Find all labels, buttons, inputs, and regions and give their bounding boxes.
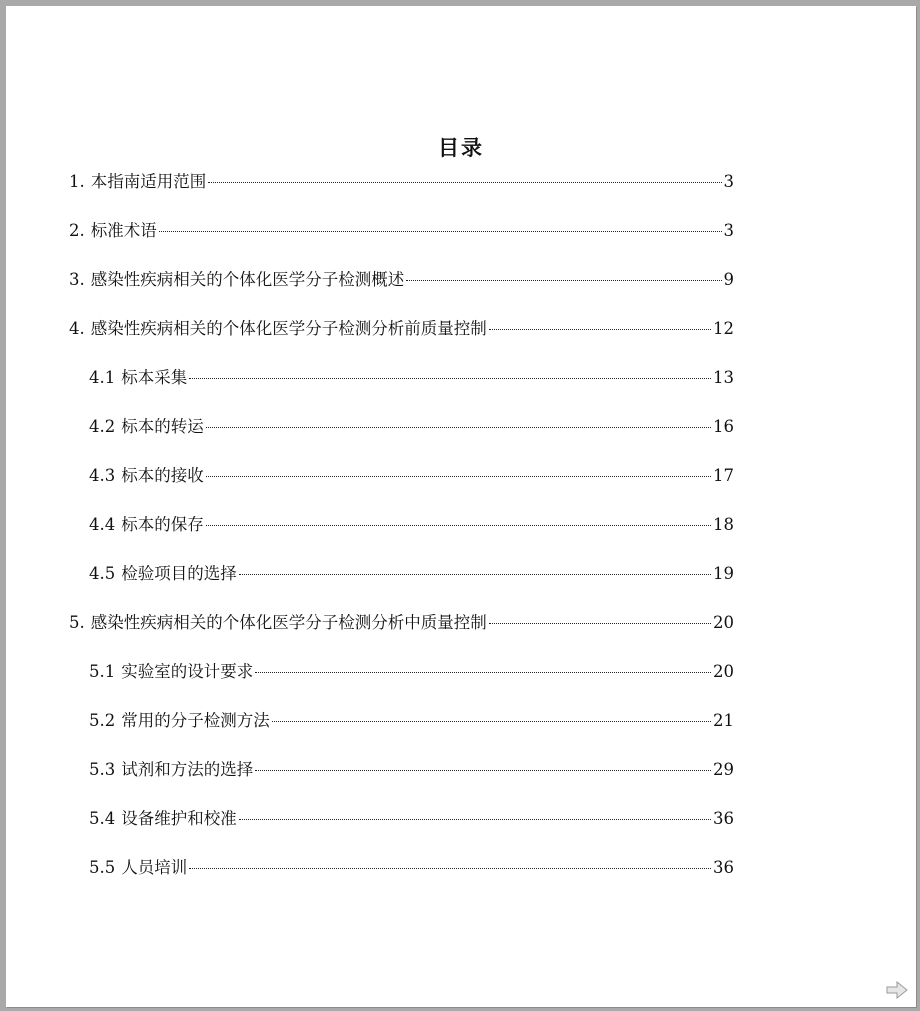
toc-entry-label (89, 465, 204, 487)
toc-entry-number: 4. (69, 319, 85, 338)
toc-entry-number: 1. (69, 172, 85, 191)
toc-entry-number: 5.5 (89, 858, 116, 877)
toc-entry-text: 检验项目的选择 (121, 564, 237, 583)
toc-entry[interactable] (69, 710, 734, 759)
toc-entry-text: 标本的转运 (121, 417, 204, 436)
toc-entry-text: 本指南适用范围 (90, 172, 207, 191)
toc-dot-leader (189, 378, 711, 379)
toc-entry-text: 实验室的设计要求 (121, 662, 254, 681)
toc-entry-label (69, 269, 404, 291)
toc-entry-label (89, 759, 253, 781)
toc-dot-leader (406, 280, 721, 281)
toc-dot-leader (206, 427, 711, 428)
toc-entry-number: 5.4 (89, 809, 116, 828)
toc-dot-leader (206, 525, 711, 526)
toc-entry-page-number: 3 (723, 172, 734, 191)
toc-entry-number: 4.5 (89, 564, 116, 583)
toc-entry-label (69, 171, 206, 193)
toc-entry-number: 5. (69, 613, 85, 632)
toc-entry-page-number: 20 (713, 662, 734, 681)
toc-entry-label (89, 808, 237, 830)
toc-entry[interactable] (69, 759, 734, 808)
toc-entry-text: 标本采集 (121, 368, 188, 387)
toc-entry-text: 人员培训 (121, 858, 188, 877)
toc-entry-page-number: 29 (713, 760, 734, 779)
arrow-right-icon (886, 981, 908, 999)
toc-entry-page-number: 19 (713, 564, 734, 583)
toc-entry-label (69, 318, 487, 340)
toc-entry-page-number: 16 (713, 417, 734, 436)
next-page-button[interactable] (886, 981, 908, 999)
toc-entry-number: 4.1 (89, 368, 116, 387)
toc-entry[interactable] (69, 220, 734, 269)
toc-entry-text: 标本的接收 (121, 466, 204, 485)
toc-entry-text: 常用的分子检测方法 (121, 711, 270, 730)
toc-entry-page-number: 17 (713, 466, 734, 485)
toc-entry-page-number: 12 (713, 319, 734, 338)
toc-dot-leader (206, 476, 711, 477)
toc-list (69, 171, 734, 906)
toc-entry-text: 试剂和方法的选择 (121, 760, 254, 779)
toc-entry-label (89, 857, 187, 879)
toc-dot-leader (255, 770, 711, 771)
toc-entry[interactable] (69, 171, 734, 220)
toc-entry-number: 4.2 (89, 417, 116, 436)
toc-entry-label (89, 514, 204, 536)
toc-dot-leader (239, 574, 711, 575)
toc-entry-label (89, 367, 187, 389)
document-page (6, 6, 916, 1007)
toc-entry[interactable] (69, 318, 734, 367)
toc-entry[interactable] (69, 808, 734, 857)
toc-entry-page-number: 21 (713, 711, 734, 730)
toc-entry-label (89, 416, 204, 438)
toc-dot-leader (272, 721, 711, 722)
toc-entry-number: 4.4 (89, 515, 116, 534)
toc-entry-label (89, 563, 237, 585)
toc-entry[interactable] (69, 612, 734, 661)
toc-entry-text: 感染性疾病相关的个体化医学分子检测概述 (90, 270, 405, 289)
toc-entry[interactable] (69, 661, 734, 710)
toc-entry-text: 标本的保存 (121, 515, 204, 534)
toc-entry-page-number: 36 (713, 858, 734, 877)
toc-dot-leader (489, 623, 711, 624)
toc-entry-page-number: 18 (713, 515, 734, 534)
toc-entry-label (89, 661, 253, 683)
toc-dot-leader (159, 231, 722, 232)
toc-entry-page-number: 3 (723, 221, 734, 240)
toc-entry-number: 4.3 (89, 466, 116, 485)
toc-entry-page-number: 36 (713, 809, 734, 828)
toc-entry-number: 2. (69, 221, 85, 240)
toc-dot-leader (239, 819, 711, 820)
toc-entry-number: 5.1 (89, 662, 116, 681)
toc-entry[interactable] (69, 465, 734, 514)
toc-entry-label (89, 710, 270, 732)
toc-entry-text: 标准术语 (90, 221, 157, 240)
toc-entry[interactable] (69, 514, 734, 563)
toc-entry-number: 5.3 (89, 760, 116, 779)
toc-dot-leader (255, 672, 711, 673)
toc-entry-page-number: 13 (713, 368, 734, 387)
toc-entry-number: 5.2 (89, 711, 116, 730)
toc-entry-label (69, 220, 157, 242)
toc-entry[interactable] (69, 416, 734, 465)
toc-entry[interactable] (69, 857, 734, 906)
toc-entry[interactable] (69, 367, 734, 416)
toc-entry-page-number: 20 (713, 613, 734, 632)
toc-dot-leader (208, 182, 721, 183)
toc-entry-text: 感染性疾病相关的个体化医学分子检测分析中质量控制 (90, 613, 487, 632)
toc-entry-number: 3. (69, 270, 85, 289)
toc-entry-text: 设备维护和校准 (121, 809, 237, 828)
toc-title: 目录 (438, 135, 484, 160)
toc-entry-label (69, 612, 487, 634)
toc-entry-page-number: 9 (723, 270, 734, 289)
toc-entry[interactable] (69, 269, 734, 318)
toc-entry-text: 感染性疾病相关的个体化医学分子检测分析前质量控制 (90, 319, 487, 338)
toc-entry[interactable] (69, 563, 734, 612)
toc-dot-leader (489, 329, 711, 330)
toc-dot-leader (189, 868, 711, 869)
